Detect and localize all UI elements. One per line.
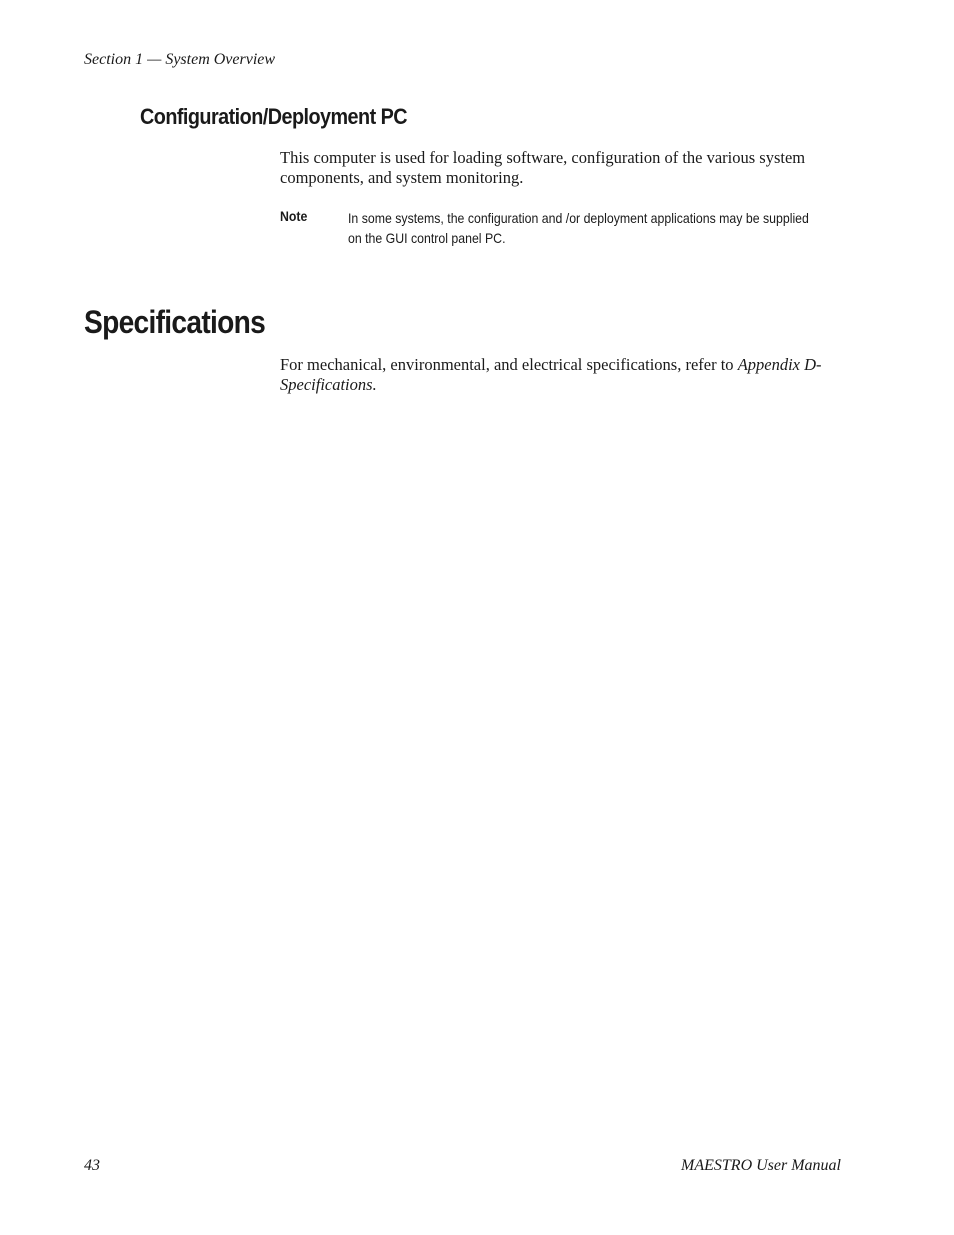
footer-page-number: 43 bbox=[84, 1157, 100, 1174]
appendix-reference-link[interactable]: Appendix D-Specifications. bbox=[280, 355, 822, 394]
note-text: In some systems, the configuration and /or deployment applications may be supplied on the GUI control panel PC. bbox=[348, 210, 809, 246]
specifications-paragraph bbox=[280, 355, 840, 395]
configuration-paragraph: This computer is used for loading software, configuration of the various system components, and system monitoring. bbox=[280, 148, 806, 187]
section-heading-specifications: Specifications bbox=[84, 304, 266, 340]
note-label: Note bbox=[280, 208, 308, 224]
footer-manual-title: MAESTRO User Manual bbox=[681, 1157, 841, 1174]
running-header: Section 1 — System Overview bbox=[84, 51, 276, 68]
specifications-paragraph-lead: For mechanical, environmental, and electrical specifications, refer to bbox=[280, 355, 738, 374]
section-heading-configuration: Configuration/Deployment PC bbox=[140, 104, 408, 129]
